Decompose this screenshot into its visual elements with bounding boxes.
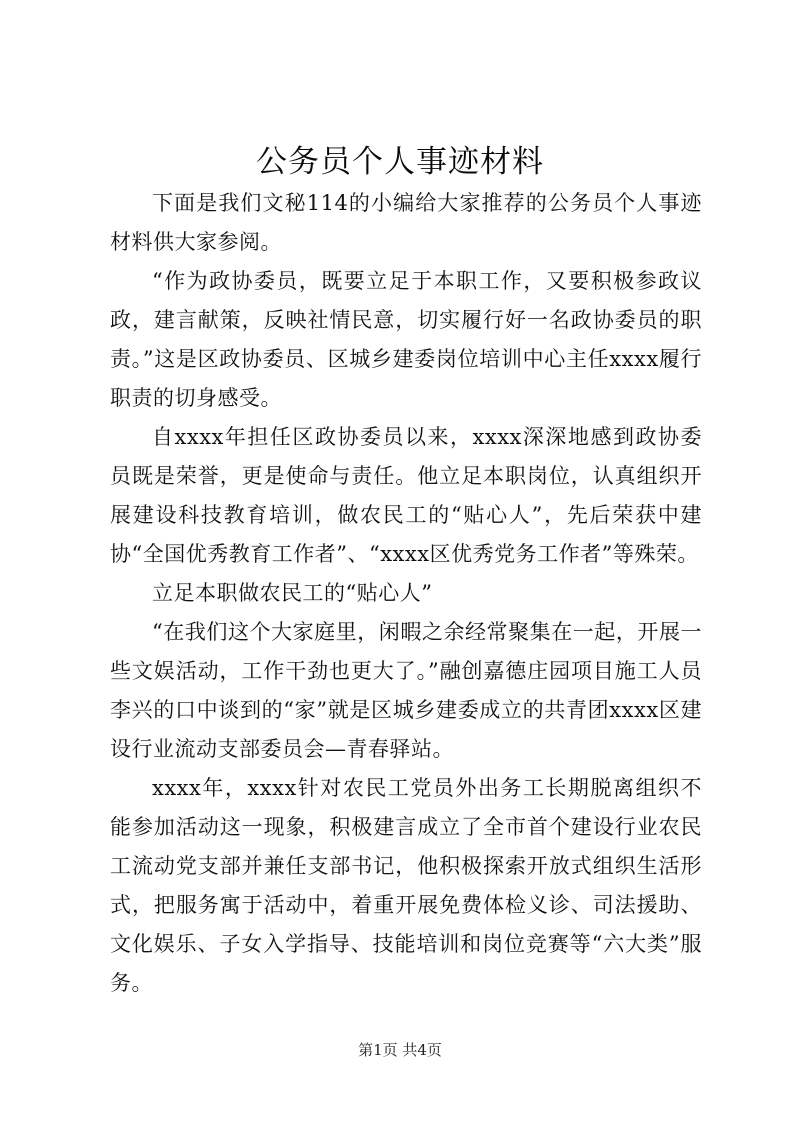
document-body <box>110 184 702 1003</box>
paragraph-quote: “作为政协委员，既要立足于本职工作，又要积极参政议政，建言献策，反映社情民意，切实履行好一名政协委员的职责。”这是区政协委员、区城乡建委岗位培训中心主任xxxx履行职责的切身感受。 <box>110 269 702 410</box>
section-heading: 立足本职做农民工的“贴心人” <box>152 581 433 605</box>
page-number-footer: 第1页 共4页 <box>358 1041 442 1059</box>
paragraph-intro: 下面是我们文秘114的小编给大家推荐的公务员个人事迹材料供大家参阅。 <box>110 191 702 254</box>
paragraph-family: “在我们这个大家庭里，闲暇之余经常聚集在一起，开展一些文娱活动，工作干劲也更大了。”融创嘉德庄园项目施工人员李兴的口中谈到的“家”就是区城乡建委成立的共青团xxxx区建设行业流动支部委员会—青春驿站。 <box>110 620 702 761</box>
paragraph-background: 自xxxx年担任区政协委员以来，xxxx深深地感到政协委员既是荣誉，更是使命与责任。他立足本职岗位，认真组织开展建设科技教育培训，做农民工的“贴心人”，先后荣获中建协“全国优秀教育工作者”、“xxxx区优秀党务工作者”等殊荣。 <box>110 425 702 566</box>
paragraph-party-branch: xxxx年，xxxx针对农民工党员外出务工长期脱离组织不能参加活动这一现象，积极建言成立了全市首个建设行业农民工流动党支部并兼任支部书记，他积极探索开放式组织生活形式，把服务寓于活动中，着重开展免费体检义诊、司法援助、文化娱乐、子女入学指导、技能培训和岗位竞赛等“六大类”服务。 <box>110 776 702 995</box>
document-title: 公务员个人事迹材料 <box>256 144 544 180</box>
